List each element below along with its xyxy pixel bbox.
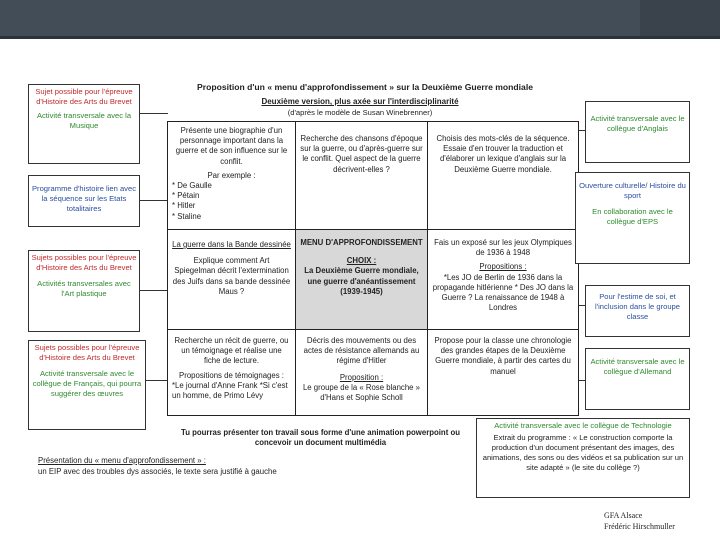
- brevet-francais-heading: Sujets possibles pour l'épreuve d'Histoire des Arts du Brevet: [34, 343, 140, 362]
- box-allemand: [585, 348, 690, 410]
- presentation-label: Présentation du « menu d'approfondissement » :: [38, 456, 206, 465]
- estime-text: Pour l'estime de soi, et l'inclusion dans le groupe classe: [594, 292, 681, 321]
- connector-line: [579, 305, 585, 306]
- cell-bande-dessinee: [168, 238, 295, 328]
- resistance-label: Proposition :: [339, 372, 384, 382]
- biographie-example: * Hitler: [172, 201, 196, 211]
- biographie-example: * Pétain: [172, 191, 200, 201]
- grid-divider: [167, 329, 579, 330]
- doc-subtitle: Deuxième version, plus axée sur l'interdisciplinarité: [261, 97, 459, 106]
- menu-subject: La Deuxième Guerre mondiale, une guerre d'anéantissement (1939-1945): [304, 266, 419, 296]
- cell-chronologie: [428, 334, 578, 414]
- box-anglais: [585, 101, 690, 163]
- grid-border: [578, 121, 579, 416]
- cell-resistance: [296, 334, 427, 414]
- connector-line: [140, 113, 168, 114]
- cell-menu-center: [296, 230, 427, 329]
- techno-body: Extrait du programme : « Le construction comporte la production d'un document présentant des images, des animations, des sons ou des vidéos et sa publication sur un site adapté » (le site du collège ?): [482, 433, 684, 472]
- cell-jeux-olympiques: [428, 236, 578, 328]
- box-brevet-francais: [28, 340, 146, 430]
- bd-body: Explique comment Art Spiegelman décrit l'extermination des Juifs dans sa bande dessinée Maus ?: [172, 256, 291, 296]
- connector-line: [140, 200, 168, 201]
- brevet-art-heading: Sujets possibles pour l'épreuve d'Histoire des Arts du Brevet: [31, 253, 137, 272]
- box-programme: [28, 175, 140, 227]
- brevet-musique-body: Activité transversale avec la Musique: [36, 111, 132, 130]
- box-brevet-musique: [28, 84, 140, 164]
- menu-title: MENU D'APPROFONDISSEMENT: [300, 238, 423, 247]
- lexique-text: Choisis des mots-clés de la séquence. Essaie d'en trouver la traduction et d'élaborer un lexique d'anglais sur la Deuxième Guerre mondiale.: [436, 134, 570, 174]
- jo-intro: Fais un exposé sur les jeux Olympiques de 1936 à 1948: [434, 238, 572, 258]
- cell-lexique: [428, 132, 578, 228]
- jo-items: *Les JO de Berlin de 1936 dans la propagande hitlérienne * Des JO dans la Guerre ? La renaissance de 1948 à Londres: [432, 272, 574, 313]
- resistance-item: Le groupe de la « Rose blanche » d'Hans et Sophie Scholl: [302, 382, 421, 403]
- temoignage-items: *Le journal d'Anne Frank *Si c'est un homme, de Primo Lévy: [172, 380, 288, 401]
- chronologie-text: Propose pour la classe une chronologie des grandes étapes de la Deuxième Guerre mondiale, à partir des cartes du manuel: [434, 336, 572, 376]
- sport-heading: Ouverture culturelle/ Histoire du sport: [579, 181, 686, 200]
- presentation-body: un EIP avec des troubles dys associés, le texte sera justifié à gauche: [38, 467, 277, 476]
- chansons-text: Recherche des chansons d'époque sur la guerre, ou d'après-guerre sur le conflit. Quel aspect de la guerre décrivent-elles ?: [300, 134, 423, 174]
- credit-line-2: Frédéric Hirschmuller: [604, 522, 675, 531]
- biographie-example: * De Gaulle: [172, 181, 212, 191]
- temoignage-text: Recherche un récit de guerre, ou un témoignage et réalise une fiche de lecture.: [174, 336, 289, 366]
- jo-propositions: Propositions :: [479, 262, 527, 272]
- allemand-text: Activité transversale avec le collègue d'Allemand: [590, 357, 685, 376]
- bd-title: La guerre dans la Bande dessinée: [172, 240, 291, 249]
- connector-line: [579, 380, 585, 381]
- cell-temoignage: [168, 334, 295, 414]
- biographie-examples-label: Par exemple :: [207, 170, 256, 180]
- box-sport: [575, 172, 690, 264]
- cell-chansons: [296, 132, 427, 228]
- box-technologie: [476, 418, 690, 498]
- resistance-text: Décris des mouvements ou des actes de résistance allemands au régime d'Hitler: [303, 336, 420, 366]
- brevet-francais-body: Activité transversale avec le collègue de Français, qui pourra suggérer des œuvres: [32, 369, 142, 398]
- multimedia-note: Tu pourras présenter ton travail sous forme d'une animation powerpoint ou concevoir un document multimédia: [181, 428, 460, 447]
- box-brevet-art: [28, 250, 140, 332]
- doc-title: Proposition d'un « menu d'approfondissement » sur la Deuxième Guerre mondiale: [197, 82, 533, 92]
- brevet-art-body: Activités transversales avec l'Art plastique: [37, 279, 131, 298]
- box-estime: [585, 285, 690, 337]
- grid-border: [167, 121, 579, 122]
- menu-choix: CHOIX :: [346, 256, 377, 266]
- credit-line-1: GFA Alsace: [604, 511, 643, 520]
- connector-line: [146, 380, 168, 381]
- doc-source: (d'après le modèle de Susan Winebrenner): [287, 108, 433, 117]
- connector-line: [140, 290, 168, 291]
- biographie-example: * Staline: [172, 211, 202, 221]
- programme-text: Programme d'histoire lien avec la séquence sur les Etats totalitaires: [31, 184, 136, 213]
- cell-biographie: [168, 124, 295, 228]
- connector-line: [579, 130, 585, 131]
- brevet-musique-heading: Sujet possible pour l'épreuve d'Histoire des Arts du Brevet: [35, 87, 133, 106]
- grid-border: [167, 415, 579, 416]
- biographie-text: Présente une biographie d'un personnage important dans la guerre et de son influence sur le conflit.: [175, 126, 288, 166]
- anglais-text: Activité transversale avec le collègue d'Anglais: [590, 114, 685, 133]
- sport-body: En collaboration avec le collègue d'EPS: [592, 207, 673, 226]
- temoignage-label: Propositions de témoignages :: [179, 370, 284, 380]
- techno-heading: Activité transversale avec le collègue de Technologie: [494, 421, 672, 430]
